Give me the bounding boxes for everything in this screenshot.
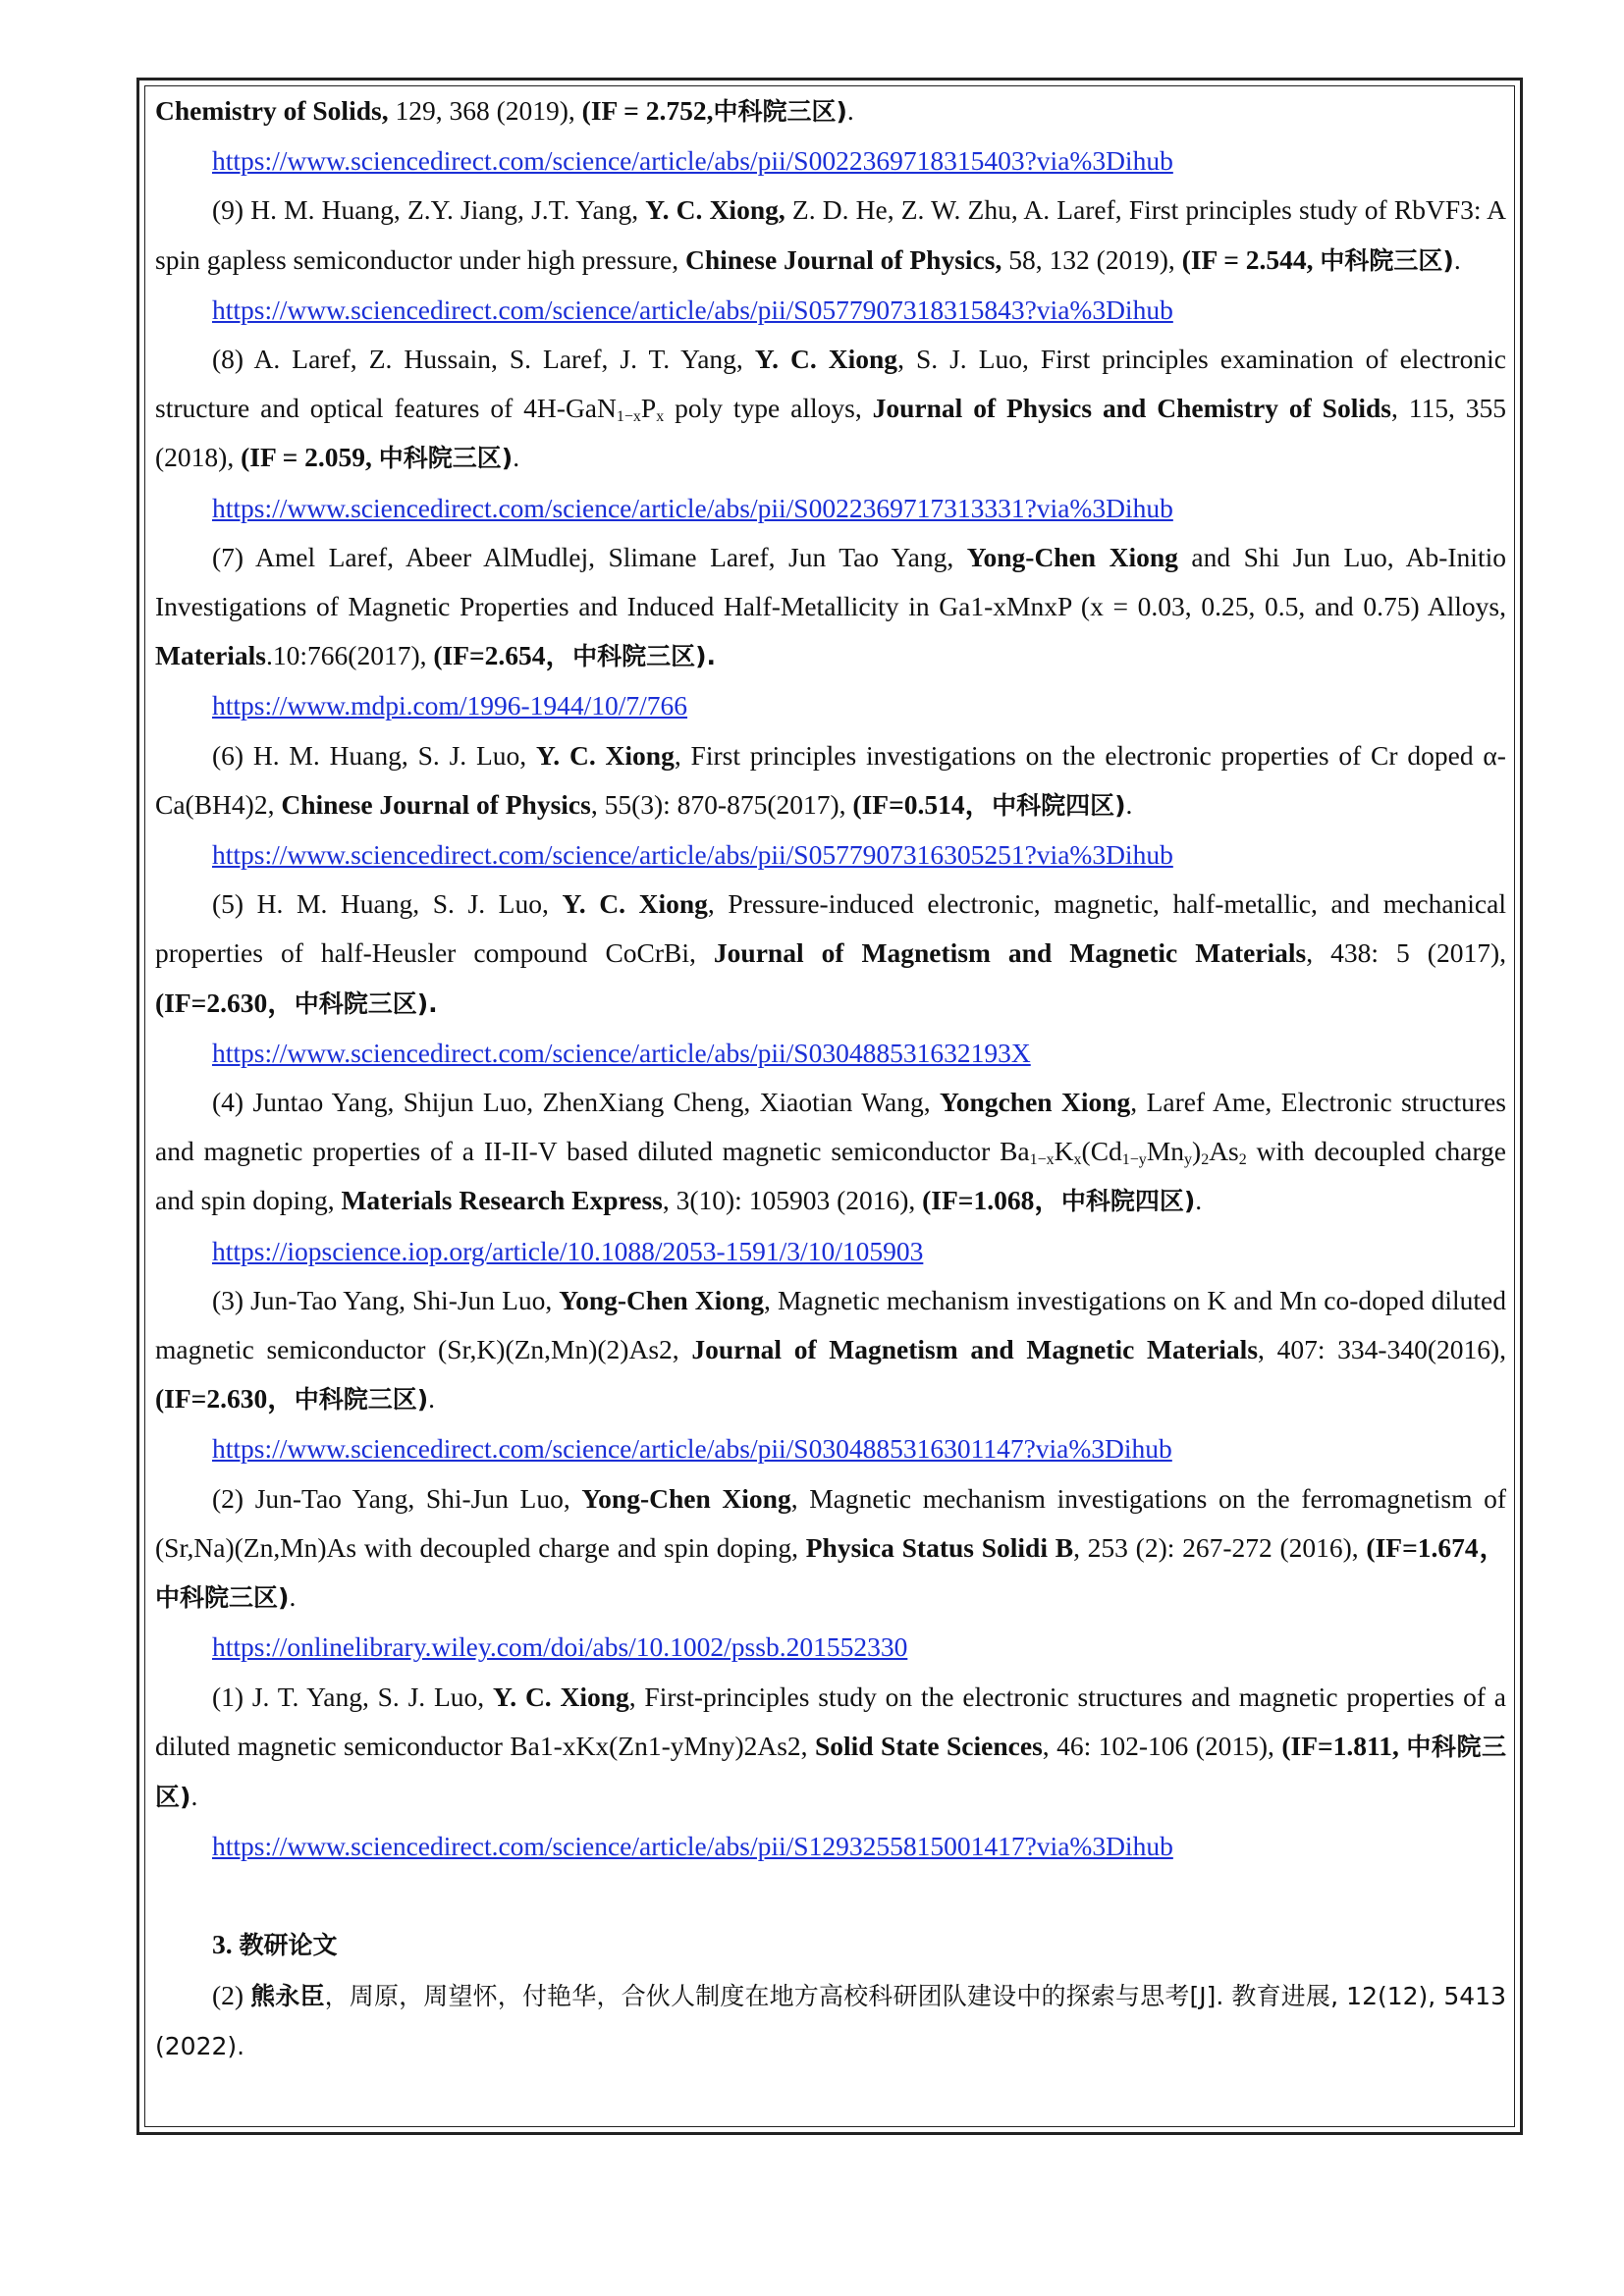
ref-details: , 55(3): 870-875(2017), [590,788,853,820]
journal-name: Chinese Journal of Physics [281,788,591,820]
cas-rank: 中科院三区) [1320,245,1454,275]
ref-details: 58, 132 (2019), [1001,243,1182,275]
subscript: 1−x [616,408,641,426]
publication-list [155,86,1506,2071]
ref-end: . [1195,1185,1203,1216]
ref-end: . [289,1581,297,1613]
impact-factor: (IF = 2.752, [581,95,714,126]
journal-name: Physica Status Solidi B [805,1531,1074,1563]
highlighted-author: Yong-Chen Xiong [559,1284,765,1315]
cas-rank: 中科院三区). [294,988,438,1018]
formula-part: ) [1192,1136,1202,1167]
journal-name: Chemistry of Solids, [155,95,389,126]
formula-part: As [1209,1136,1239,1167]
journal-name: Chinese Journal of Physics, [684,243,1002,275]
ref-authors: (2) Jun-Tao Yang, Shi-Jun Luo, [212,1482,582,1514]
ref-authors: (4) Juntao Yang, Shijun Luo, ZhenXiang Cheng, Xiaotian Wang, [212,1087,940,1118]
ref-details: , 46: 102-106 (2015), [1042,1730,1282,1761]
ref-end: . [513,442,520,473]
journal-name: Journal of Physics and Chemistry of Solids [872,393,1391,424]
impact-factor: (IF=1.811, [1281,1730,1399,1761]
cas-rank: 中科院四区) [992,790,1126,820]
ref-title: , Magnetic mechanism investigations on K and Mn co-doped diluted magnetic semiconductor (Sr,K)(Zn,Mn)(2)As2, [155,1284,1506,1365]
ref-details: , 115, 355 (2018), [155,393,1507,473]
ref-authors: (5) H. M. Huang, S. J. Luo, [212,888,563,920]
ref-end: . [1453,243,1461,275]
subscript: 1−x [1029,1151,1055,1169]
impact-factor: (IF=2.630， [155,1383,295,1415]
cas-rank: 中科院三区) [713,97,847,126]
reference-4-link[interactable]: https://iopscience.iop.org/article/10.1088/2053-1591/3/10/105903 [212,1235,924,1266]
ref-authors: (9) H. M. Huang, Z.Y. Jiang, J.T. Yang, [212,194,646,226]
impact-factor: (IF=2.654， [433,640,573,671]
subscript: x [1073,1151,1082,1169]
ref-authors: (6) H. M. Huang, S. J. Luo, [212,739,536,771]
highlighted-author: Yong-Chen Xiong [966,541,1178,572]
reference-3 [155,1276,1506,1425]
ref-title: and Shi Jun Luo, Ab-Initio Investigations of Magnetic Properties and Induced Half-Metallicity in Ga1-xMnxP (x = 0.03, 0.25, 0.5, and 0.75) Alloys, [155,541,1506,622]
highlighted-author: Y. C. Xiong [754,344,898,375]
subscript: 2 [1238,1151,1247,1169]
teaching-paper-item [155,1971,1506,2071]
ref-details: , 253 (2): 267-272 (2016), [1073,1531,1367,1563]
item-number: (2) [212,1979,251,2010]
journal-name: Materials [155,640,267,671]
highlighted-author: Yong-Chen Xiong [581,1482,791,1514]
ref-title: , First principles investigations on the electronic properties of Cr doped α-Ca(BH4)2, [155,739,1506,820]
impact-factor: (IF = 2.544, [1181,243,1314,275]
subscript: 1−y [1121,1151,1147,1169]
section-number: 3. [212,1929,233,1960]
impact-factor: (IF=1.674， [1366,1531,1506,1563]
journal-name: Solid State Sciences [814,1730,1043,1761]
ref-title: , Laref Ame, Electronic structures and magnetic properties of a II-II-V based diluted magnetic semiconductor Ba [155,1087,1506,1167]
cas-rank: 中科院三区) [294,1385,429,1415]
formula-part: P [640,393,657,424]
impact-factor: (IF = 2.059, [241,442,372,473]
reference-9 [155,186,1506,285]
cas-rank: 中科院三区) [378,444,514,473]
ref-title: , S. J. Luo, First principles examination of electronic structure and optical features of 4H-GaN [155,344,1506,424]
ref-title-tail: with decoupled charge and spin doping, [155,1136,1506,1216]
ref-end: . [1125,788,1133,820]
reference-3-link[interactable]: https://www.sciencedirect.com/science/article/abs/pii/S0304885316301147?via%3Dihub [212,1433,1172,1465]
journal-name: Journal of Magnetism and Magnetic Materials [713,937,1307,969]
reference-1-link[interactable]: https://www.sciencedirect.com/science/article/abs/pii/S1293255815001417?via%3Dihub [212,1831,1173,1862]
reference-9-link[interactable]: https://www.sciencedirect.com/science/article/abs/pii/S0577907318315843?via%3Dihub [212,294,1173,325]
ref-end: . [846,95,854,126]
reference-5-link[interactable]: https://www.sciencedirect.com/science/article/abs/pii/S030488531632193X [212,1037,1031,1068]
reference-5 [155,880,1506,1029]
highlighted-author: Y. C. Xiong [562,888,708,920]
subscript: x [656,408,665,426]
ref-end: . [190,1780,198,1811]
ref-details: , 438: 5 (2017), [1306,937,1506,969]
impact-factor: (IF=1.068， [922,1185,1061,1216]
ref-authors: (8) A. Laref, Z. Hussain, S. Laref, J. T. Yang, [212,344,755,375]
highlighted-author: Yongchen Xiong [940,1087,1131,1118]
item-text: ，周原，周望怀，付艳华，合伙人制度在地方高校科研团队建设中的探索与思考[J]. 教育进展, 12(12), 5413 (2022). [155,1981,1506,2060]
impact-factor: (IF=2.630， [155,987,295,1018]
highlighted-author: 熊永臣 [250,1981,325,2010]
cas-rank: 中科院三区) [155,1732,1506,1811]
subscript: 2 [1201,1151,1210,1169]
ref-title-tail: poly type alloys, [664,393,873,424]
reference-7-link[interactable]: https://www.mdpi.com/1996-1944/10/7/766 [212,690,688,721]
section-heading [155,1920,1506,1970]
highlighted-author: Y. C. Xiong [535,739,675,771]
ref-title: , First-principles study on the electronic structures and magnetic properties of a diluted magnetic semiconductor Ba1-xKx(Zn1-yMny)2As2, [155,1681,1506,1761]
cas-rank: 中科院三区). [572,642,716,671]
cas-rank: 中科院四区) [1060,1187,1196,1216]
impact-factor: (IF=0.514， [852,788,993,820]
reference-4 [155,1078,1506,1227]
reference-2 [155,1474,1506,1624]
highlighted-author: Y. C. Xiong, [645,194,785,226]
reference-8-link[interactable]: https://www.sciencedirect.com/science/article/abs/pii/S0022369717313331?via%3Dihub [212,492,1173,523]
ref-title: , Pressure-induced electronic, magnetic, half-metallic, and mechanical properties of half-Heusler compound CoCrBi, [155,888,1506,969]
section-title: 教研论文 [239,1931,338,1960]
cas-rank: 中科院三区) [155,1583,290,1613]
formula-part: (Cd [1081,1136,1122,1167]
reference-6-link[interactable]: https://www.sciencedirect.com/science/article/abs/pii/S0577907316305251?via%3Dihub [212,839,1173,871]
ref-title: Z. D. He, Z. W. Zhu, A. Laref, First principles study of RbVF3: A spin gapless semiconductor under high pressure, [155,194,1507,275]
ref-end: . [428,1383,436,1415]
ref-authors: (1) J. T. Yang, S. J. Luo, [212,1681,493,1712]
subscript: y [1184,1151,1193,1169]
formula-part: K [1054,1136,1074,1167]
reference-10-link[interactable]: https://www.sciencedirect.com/science/article/abs/pii/S0022369718315403?via%3Dihub [212,145,1173,177]
reference-1 [155,1673,1506,1823]
ref-authors: (7) Amel Laref, Abeer AlMudlej, Slimane Laref, Jun Tao Yang, [212,541,967,572]
section-gap [155,1871,1506,1920]
journal-name: Journal of Magnetism and Magnetic Materials [691,1334,1259,1365]
ref-authors: (3) Jun-Tao Yang, Shi-Jun Luo, [212,1284,560,1315]
reference-8 [155,335,1506,484]
ref-details: 129, 368 (2019), [388,95,582,126]
reference-2-link[interactable]: https://onlinelibrary.wiley.com/doi/abs/10.1002/pssb.201552330 [212,1631,908,1663]
reference-10-tail [155,86,1506,136]
highlighted-author: Y. C. Xiong [492,1681,629,1712]
ref-details: , 407: 334-340(2016), [1258,1334,1507,1365]
ref-details: .10:766(2017), [266,640,434,671]
ref-details: , 3(10): 105903 (2016), [662,1185,923,1216]
journal-name: Materials Research Express [341,1185,663,1216]
reference-7 [155,533,1506,682]
reference-6 [155,731,1506,830]
ref-title: , Magnetic mechanism investigations on the ferromagnetism of (Sr,Na)(Zn,Mn)As with decoupled charge and spin doping, [155,1482,1507,1563]
formula-part: Mn [1146,1136,1185,1167]
